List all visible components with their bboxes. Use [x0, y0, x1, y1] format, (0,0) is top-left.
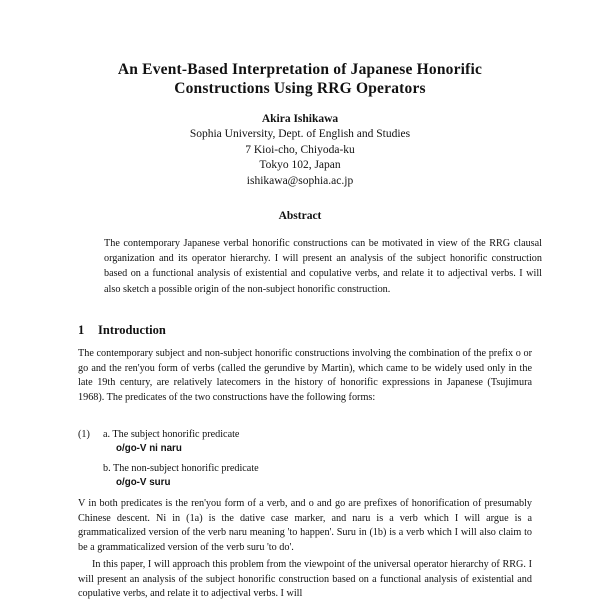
- title-line-1: An Event-Based Interpretation of Japanese Honorific: [117, 61, 483, 78]
- example-b-text: b. The non-subject honorific predicate: [103, 463, 259, 474]
- intro-paragraph-3: In this paper, I will approach this problem from the viewpoint of the universal operator hierarchy of RRG. I will present an analysis of the subject honorific construction based on a functional analysis of existential and copulative verbs, and relate it to adjectival verbs. I will: [78, 559, 532, 600]
- abstract-text: The contemporary Japanese verbal honorific constructions can be motivated in view of the RRG clausal organization and its operator hierarchy. I will present an analysis of the subject honorific construction based on a functional analysis of existential and copulative verbs, and relate it to adjectival verbs. I will also sketch a possible origin of the non-subject honorific construction.: [104, 238, 542, 295]
- author-address-line-1: 7 Kioi-cho, Chiyoda-ku: [245, 143, 355, 156]
- example-b-form: o/go-V suru: [116, 477, 171, 488]
- intro-paragraph-2: V in both predicates is the ren'you form of a verb, and o and go are prefixes of honorification of presumably Chinese descent. Ni in (1a) is the dative case marker, and naru is a verb which I will argue is a grammaticalized version of the verb naru meaning 'to happen'. Suru in (1b) is a verb which I will also claim to be a grammaticalized version of the verb suru 'to do'.: [78, 498, 532, 553]
- author-email: ishikawa@sophia.ac.jp: [246, 174, 354, 187]
- section-title: Introduction: [98, 323, 166, 337]
- author-affiliation: Sophia University, Dept. of English and Studies: [189, 128, 411, 141]
- example-a-text: a. The subject honorific predicate: [103, 429, 240, 440]
- title-line-2: Constructions Using RRG Operators: [174, 80, 426, 97]
- author-block: [0, 112, 600, 189]
- abstract-heading: Abstract: [278, 210, 322, 222]
- section-heading: [78, 323, 166, 338]
- example-label: (1): [78, 429, 90, 440]
- section-number: 1: [78, 323, 85, 337]
- author-address-line-2: Tokyo 102, Japan: [259, 159, 341, 172]
- paper-title: [0, 60, 600, 98]
- intro-paragraph-1: The contemporary subject and non-subject honorific constructions involving the combination of the prefix o or go and the ren'you form of verbs (called the gerundive by Martin), which came to be widely used only in the late 19th century, are relatively latecomers in the history of honorific expressions in Japanese (Tsujimura 1968). The predicates of the two constructions have the following forms:: [78, 348, 532, 403]
- example-a-form: o/go-V ni naru: [116, 443, 182, 454]
- author-name: Akira Ishikawa: [261, 113, 339, 125]
